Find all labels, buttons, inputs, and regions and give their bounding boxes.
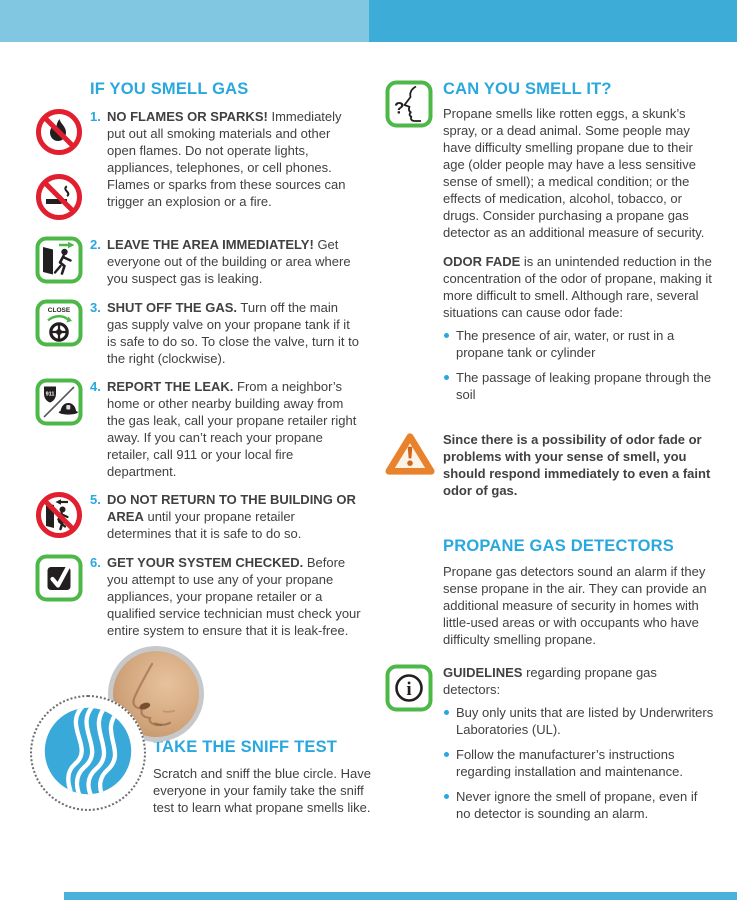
close-valve-icon — [35, 307, 83, 350]
list-item: Follow the manufacturer’s instructions regarding installation and maintenance. — [443, 746, 715, 780]
detectors-paragraph: Propane gas detectors sound an alarm if they sense propane in the air. They can provide an additional measure of security in homes with little-used areas or with occupants who have difficulty smelling propane. — [443, 564, 707, 647]
list-item-leave-area — [35, 236, 361, 288]
section-title-can-you-smell-it: CAN YOU SMELL IT? — [443, 80, 612, 98]
smell-paragraph: Propane smells like rotten eggs, a skunk’s spray, or a dead animal. Some people may have difficulty smelling propane due to their age (older people may have a less sensitive sense of smell); a medical condition; or the effects of medication, alcohol, tobacco, or drugs. Consider purchasing a propane gas detector as an additional measure of security. — [443, 106, 705, 240]
odor-fade-block — [443, 253, 715, 403]
item-number: 6. — [90, 555, 101, 570]
list-item: The passage of leaking propane through the soil — [443, 369, 715, 403]
list-item: Buy only units that are listed by Underwriters Laboratories (UL). — [443, 704, 715, 738]
odor-warning-text: Since there is a possibility of odor fade or problems with your sense of smell, you should respond immediately to even a faint odor of gas. — [443, 432, 711, 498]
guidelines-bullet-list — [443, 704, 715, 822]
item-text: NO FLAMES OR SPARKS! Immediately put out all smoking materials and other open flames. Do not operate lights, appliances, telephones, or cell phones. Flames or sparks from these sources can trigger an explosion or a fire. — [107, 109, 346, 209]
item-number: 3. — [90, 300, 101, 315]
list-item-shut-off-gas — [35, 299, 361, 367]
top-bar-left-segment — [0, 0, 369, 42]
item-number: 2. — [90, 237, 101, 252]
guidelines-block — [385, 664, 715, 830]
svg-text:?: ? — [394, 98, 405, 118]
item-number: 1. — [90, 109, 101, 124]
odor-fade-bullet-list — [443, 327, 715, 403]
list-item-do-not-return — [35, 491, 361, 543]
odor-fade-paragraph: ODOR FADE is an unintended reduction in the concentration of the odor of propane, making it more difficult to smell. Although rare, several situations can cause odor fade: — [443, 254, 712, 320]
item-text: SHUT OFF THE GAS. Turn off the main gas supply valve on your propane tank if it is safe to do so. To close the valve, turn it to the right (clockwise). — [107, 300, 359, 366]
report-911-helmet-icon — [35, 391, 83, 429]
gas-detectors-block — [443, 537, 715, 648]
item-text: DO NOT RETURN TO THE BUILDING OR AREA until your propane retailer determines that it is safe to do so. — [107, 492, 356, 541]
sniff-test-title: TAKE THE SNIFF TEST — [153, 738, 338, 756]
svg-text:CLOSE: CLOSE — [47, 307, 71, 314]
section-title-if-you-smell-gas: IF YOU SMELL GAS — [90, 80, 249, 98]
list-item: The presence of air, water, or rust in a propane tank or cylinder — [443, 327, 715, 361]
item-text: REPORT THE LEAK. From a neighbor’s home or other nearby building away from the gas leak, call your propane retailer right away. If you can’t reach your propane retailer, call 911 or your local fire department. — [107, 379, 357, 479]
svg-text:911: 911 — [45, 391, 55, 398]
no-return-icon — [35, 527, 83, 542]
sniff-waves-icon — [40, 703, 136, 803]
can-you-smell-it-block — [385, 80, 715, 241]
list-item-system-checked — [35, 554, 361, 639]
item-text: GET YOUR SYSTEM CHECKED. Before you attempt to use any of your propane appliances, your propane retailer or a qualified service technician must check your entire system to ensure that it is leak-free. — [107, 555, 361, 638]
guidelines-paragraph: GUIDELINES regarding propane gas detectors: — [443, 665, 657, 697]
item-number: 4. — [90, 379, 101, 394]
svg-text:i: i — [406, 679, 412, 700]
no-smoking-icon — [35, 173, 90, 225]
exit-door-icon — [35, 272, 83, 287]
odor-warning-block — [385, 431, 715, 499]
section-title-propane-gas-detectors: PROPANE GAS DETECTORS — [443, 537, 674, 555]
if-you-smell-gas-section — [35, 80, 361, 650]
scratch-and-sniff-circle[interactable] — [30, 695, 146, 811]
nose-question-icon — [385, 98, 433, 131]
list-item: Never ignore the smell of propane, even if no detector is sounding an alarm. — [443, 788, 715, 822]
list-item-no-flames — [35, 108, 361, 225]
no-flames-icon — [35, 108, 90, 160]
bottom-bar — [64, 892, 737, 900]
item-number: 5. — [90, 492, 101, 507]
item-text: LEAVE THE AREA IMMEDIATELY! Get everyone out of the building or area where you suspect gas is leaking. — [107, 237, 351, 286]
checkbox-icon — [35, 590, 83, 605]
warning-triangle-icon — [385, 465, 435, 480]
list-item-report-leak — [35, 378, 361, 480]
top-bar-right-segment — [369, 0, 737, 42]
right-column — [385, 80, 715, 830]
info-icon — [385, 679, 433, 715]
sniff-test-text: Scratch and sniff the blue circle. Have everyone in your family take the sniff test to learn what propane smells like. — [153, 766, 371, 815]
